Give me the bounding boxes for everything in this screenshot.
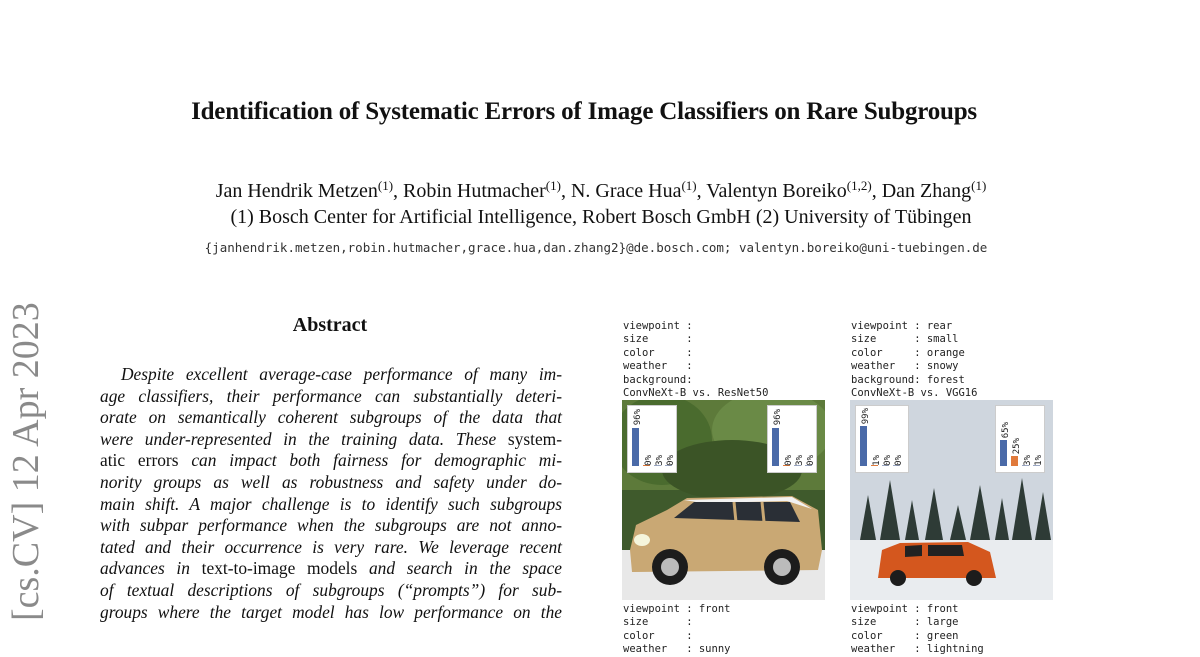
panel-2-attributes-top	[851, 320, 977, 400]
abstract-line	[100, 429, 562, 451]
bar-label: 3%	[655, 455, 665, 466]
attribute-line: weather :	[623, 360, 693, 373]
author-emails: {janhendrik.metzen,robin.hutmacher,grace.hua,dan.zhang2}@de.bosch.com; valentyn.boreiko@uni-tuebingen.de	[204, 240, 988, 255]
abstract-text-segment: main shift. A major challenge is to identify such subgroups	[100, 493, 562, 514]
abstract-text-segment: text-to-image models	[189, 558, 358, 579]
abstract-line	[100, 450, 562, 472]
attribute-line: weather : sunny	[623, 643, 731, 656]
abstract-line	[100, 537, 562, 559]
abstract-text-segment: orate on semantically coherent subgroups of the data that	[100, 407, 562, 428]
attribute-line: size : small	[851, 333, 959, 346]
abstract-line	[100, 602, 562, 624]
attribute-line: viewpoint :	[623, 320, 693, 332]
author-affiliation-marker: (1)	[971, 178, 987, 193]
author-affiliation-marker: (1)	[377, 178, 394, 193]
attribute-line: size :	[623, 333, 693, 346]
attribute-line: background: forest	[851, 373, 965, 386]
abstract-text-segment: age classifiers, their performance can substantially deteri-	[100, 385, 562, 406]
bar-label: 0%	[894, 455, 904, 466]
author-name: Jan Hendrik Metzen	[215, 180, 378, 202]
author-name: Robin Hutmacher	[403, 180, 546, 202]
bar-label: 0%	[784, 455, 794, 466]
attribute-line: viewpoint : rear	[851, 320, 953, 332]
abstract-line	[100, 364, 562, 386]
attribute-line: weather : lightning	[851, 643, 984, 656]
bar-label: 65%	[1001, 421, 1011, 438]
bar-label: 99%	[861, 408, 871, 425]
abstract-text-segment: with subpar performance when the subgroups are not anno-	[100, 515, 562, 536]
abstract-text-segment: groups where the target model has low performance on the	[100, 601, 562, 622]
abstract-line	[100, 580, 562, 602]
abstract-text-segment: tated and their occurrence is very rare. We leverage recent	[100, 536, 562, 557]
abstract-text-segment: advances in	[100, 558, 190, 579]
abstract-line	[100, 515, 562, 537]
abstract-line	[100, 407, 562, 429]
bar-label: 1%	[1034, 455, 1044, 466]
abstract-text-segment: Despite excellent average-case performance of many im-	[121, 364, 562, 384]
bar-label: 1%	[872, 455, 882, 466]
bar-label: 0%	[883, 455, 893, 466]
bar-label: 96%	[773, 409, 783, 426]
bar-mark	[772, 428, 779, 466]
abstract-text-segment: system-	[496, 428, 562, 449]
author-name: Dan Zhang	[881, 180, 972, 202]
abstract-text-segment: can impact both fairness for demographic mi-	[178, 450, 562, 471]
panel-1-left-bar-chart	[627, 405, 677, 473]
panel-1-image	[622, 400, 825, 600]
author-affiliation-marker: (1,2)	[846, 178, 872, 193]
bar-label: 3%	[795, 455, 805, 466]
attribute-line: color :	[623, 346, 693, 359]
bar-mark	[860, 426, 867, 466]
attribute-line: viewpoint : front	[623, 603, 731, 615]
attribute-line: weather : snowy	[851, 360, 959, 373]
author-affiliation-marker: (1)	[681, 178, 697, 193]
paper-title: Identification of Systematic Errors of Image Classifiers on Rare Subgroups	[191, 98, 977, 125]
panel-2-right-bar-chart	[995, 405, 1045, 473]
attribute-line: ConvNeXt-B vs. VGG16	[851, 387, 978, 400]
abstract-text-segment: were under-represented in the training data. These	[100, 428, 497, 449]
abstract-body	[100, 364, 562, 623]
affiliations: (1) Bosch Center for Artificial Intelligence, Robert Bosch GmbH (2) University of Tübingen	[230, 206, 972, 228]
attribute-line: color : orange	[851, 346, 965, 359]
author-name: Valentyn Boreiko	[706, 180, 847, 202]
abstract-text-segment: of textual descriptions of subgroups (“prompts”) for sub-	[100, 579, 562, 600]
panel-1-attributes-top	[623, 320, 768, 400]
panel-2-image	[850, 400, 1053, 600]
bar-label: 96%	[633, 409, 643, 426]
abstract-text-segment: atic errors	[100, 450, 179, 471]
bar-label: 3%	[1023, 455, 1033, 466]
panel-2-attributes-bottom	[851, 603, 984, 657]
attribute-line: color : green	[851, 629, 959, 642]
panel-1-right-bar-chart	[767, 405, 817, 473]
abstract-line	[100, 472, 562, 494]
arxiv-stamp: [cs.CV] 12 Apr 2023	[5, 302, 47, 621]
bar-mark	[632, 428, 639, 466]
bar-mark	[1011, 456, 1018, 466]
panel-2-left-bar-chart	[855, 405, 909, 473]
attribute-line: size :	[623, 616, 693, 629]
abstract-text-segment: and search in the space	[357, 558, 562, 579]
abstract-text-segment: nority groups as well as robustness and safety under do-	[100, 471, 562, 492]
attribute-line: size : large	[851, 616, 959, 629]
author-list: Jan Hendrik Metzen$^{(1)}$, Robin Hutmacher$^{(1)}$, N. Grace Hua$^{(1)}$, Valentyn Boreiko$^{(1,2)}$, Dan Zhang$^{(1)}$	[215, 178, 987, 202]
attribute-line: color :	[623, 629, 693, 642]
abstract-heading: Abstract	[292, 314, 368, 336]
panel-1-attributes-bottom	[623, 603, 730, 657]
bar-label: 25%	[1012, 437, 1022, 454]
bar-mark	[1000, 440, 1007, 466]
abstract-line	[100, 386, 562, 408]
attribute-line: background:	[623, 373, 693, 386]
author-affiliation-marker: (1)	[545, 178, 561, 193]
bar-label: 0%	[806, 455, 816, 466]
abstract-line	[100, 558, 562, 580]
abstract-line	[100, 494, 562, 516]
attribute-line: viewpoint : front	[851, 603, 959, 615]
author-name: N. Grace Hua	[570, 180, 682, 202]
bar-label: 0%	[644, 455, 654, 466]
bar-label: 0%	[666, 455, 676, 466]
attribute-line: ConvNeXt-B vs. ResNet50	[623, 387, 769, 400]
